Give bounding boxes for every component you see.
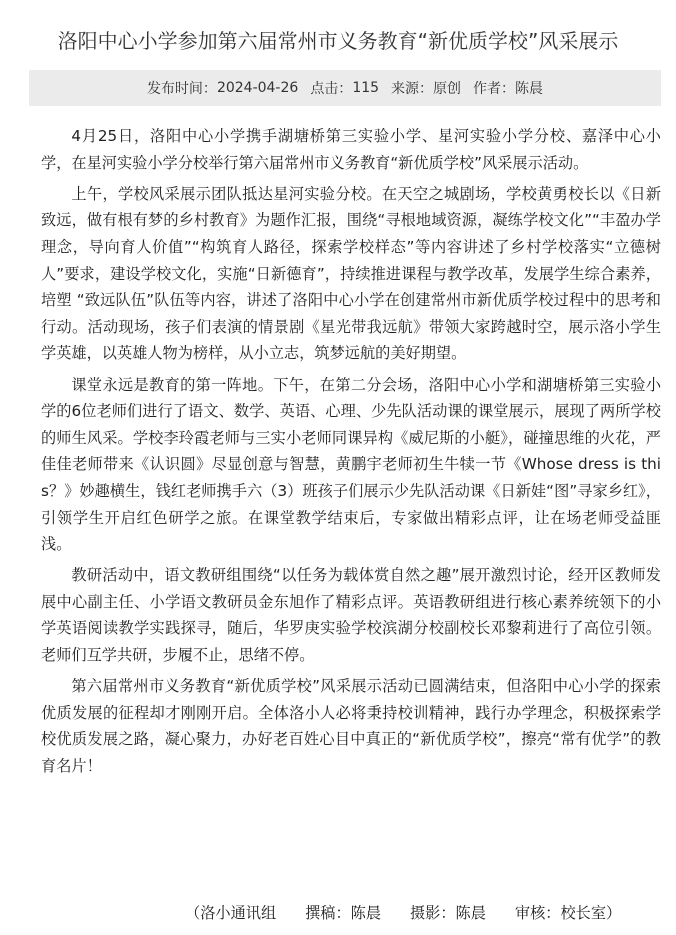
article-paragraph: 4月25日，洛阳中心小学携手湖塘桥第三实验小学、星河实验小学分校、嘉泽中心小学，在星河实验小学分校举行第六届常州市义务教育“新优质学校”风采展示活动。 bbox=[41, 127, 661, 172]
article-meta-bar bbox=[29, 70, 661, 106]
article-title: 洛阳中心小学参加第六届常州市义务教育“新优质学校”风采展示 bbox=[57, 29, 619, 53]
publish-date-label: 发布时间： bbox=[146, 81, 217, 97]
hits-count: 115 bbox=[352, 80, 380, 96]
source-value: 原创 bbox=[433, 81, 462, 97]
publish-date: 2024-04-26 bbox=[216, 80, 299, 96]
hits-label: 点击： bbox=[310, 81, 353, 97]
article-body bbox=[41, 123, 661, 780]
author-label: 作者： bbox=[473, 81, 516, 97]
article-paragraph: 课堂永远是教育的第一阵地。下午，在第二分会场，洛阳中心小学和湖塘桥第三实验小学的6位老师们进行了语文、数学、英语、心理、少先队活动课的课堂展示，展现了两所学校的师生风采。学校李玲霞老师与三实小老师同课异构《威尼斯的小艇》，碰撞思维的火花，严佳佳老师带来《认识圆》尽显创意与智慧，黄鹏宇老师初生牛犊一节《Whose dress is this？》妙趣横生，钱红老师携手六（3）班孩子们展示少先队活动课《日新娃“图”寻家乡红》，引领学生开启红色研学之旅。在课堂教学结束后，专家做出精彩点评，让在场老师受益匪浅。 bbox=[41, 375, 661, 554]
article-paragraph: 上午，学校风采展示团队抵达星河实验分校。在天空之城剧场，学校黄勇校长以《日新致远，做有根有梦的乡村教育》为题作汇报，围绕“寻根地域资源，凝练学校文化”“丰盈办学理念，导向育人价值”“构筑育人路径，探索学校样态”等内容讲述了乡村学校落实“立德树人”要求，建设学校文化，实施“日新德育”，持续推进课程与教学改革，发展学生综合素养，培塑 “致远队伍”队伍等内容，讲述了洛阳中心小学在创建常州市新优质学校过程中的思考和行动。活动现场，孩子们表演的情景剧《星光带我远航》带领大家跨越时空，展示洛小学生学英雄，以英雄人物为榜样，从小立志，筑梦远航的美好期望。 bbox=[41, 184, 661, 363]
source-label: 来源： bbox=[391, 81, 434, 97]
article-paragraph: 第六届常州市义务教育“新优质学校”风采展示活动已圆满结束，但洛阳中心小学的探索优质发展的征程却才刚刚开启。全体洛小人必将秉持校训精神，践行办学理念，积极探索学校优质发展之路，凝心聚力，办好老百姓心目中真正的“新优质学校”，擦亮“常有优学”的教育名片！ bbox=[41, 677, 661, 776]
author-value: 陈晨 bbox=[515, 81, 544, 97]
article-paragraph: 教研活动中，语文教研组围绕“以任务为载体赏自然之趣”展开激烈讨论，经开区教师发展中心副主任、小学语文教研员金东旭作了精彩点评。英语教研组进行核心素养统领下的小学英语阅读教学实践探寻，随后，华罗庚实验学校滨湖分校副校长邓黎莉进行了高位引领。老师们互学共研，步履不止，思绪不停。 bbox=[41, 566, 661, 665]
article-credits: （洛小通讯组 撰稿：陈晨 摄影：陈晨 审核：校长室） bbox=[185, 904, 622, 922]
